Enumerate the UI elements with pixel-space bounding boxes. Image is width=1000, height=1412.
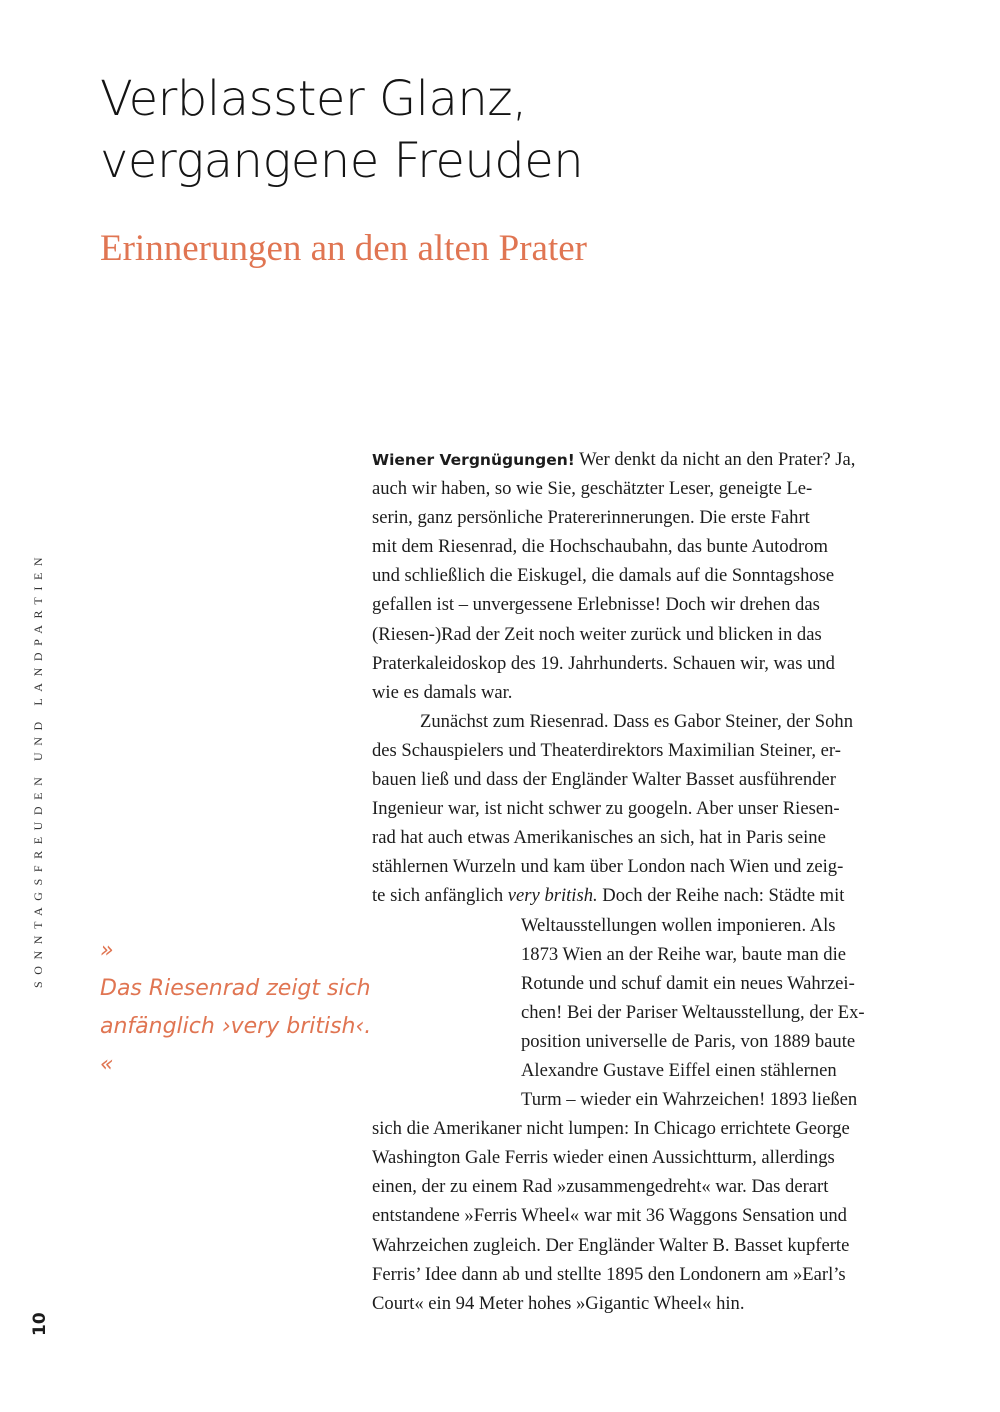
body-line: Washington Gale Ferris wieder einen Aussichtturm, allerdings — [372, 1147, 835, 1169]
pull-quote-line: anfänglich ›very british‹. — [100, 1014, 372, 1039]
body-line: position universelle de Paris, von 1889 baute — [521, 1030, 856, 1052]
body-line: Wahrzeichen zugleich. Der Engländer Walter B. Basset kupferte — [372, 1234, 850, 1256]
lead-in: Wiener Vergnügungen! — [372, 451, 575, 469]
page-number: 10 — [30, 1312, 50, 1336]
body-line: Zunächst zum Riesenrad. Dass es Gabor Steiner, der Sohn — [420, 710, 854, 732]
body-line: (Riesen-)Rad der Zeit noch weiter zurück und blicken in das — [372, 623, 822, 645]
body-line: gefallen ist – unvergessene Erlebnisse! Doch wir drehen das — [372, 594, 820, 616]
body-line: Praterkaleidoskop des 19. Jahrhunderts. Schauen wir, was und — [372, 652, 835, 674]
pull-quote-line: Das Riesenrad zeigt sich — [100, 976, 371, 1001]
body-line: Rotunde und schuf damit ein neues Wahrzei- — [521, 972, 855, 994]
body-line: Court« ein 94 Meter hohes »Gigantic Wheel« hin. — [372, 1292, 745, 1314]
title-line: vergangene Freuden — [100, 133, 584, 189]
body-line: mit dem Riesenrad, die Hochschaubahn, das bunte Autodrom — [372, 536, 828, 558]
body-line: rad hat auch etwas Amerikanisches an sich, hat in Paris seine — [372, 827, 826, 849]
body-line: serin, ganz persönliche Pratererinnerungen. Die erste Fahrt — [372, 507, 810, 529]
page-title — [100, 68, 583, 192]
body-line: 1873 Wien an der Reihe war, baute man die — [521, 943, 846, 965]
body-line: wie es damals war. — [372, 681, 513, 703]
body-line: Alexandre Gustave Eiffel einen stählernen — [521, 1059, 837, 1081]
body-line — [372, 881, 902, 910]
body-line-text: te sich anfänglich — [372, 885, 508, 907]
body-line-text: Doch der Reihe nach: Städte mit — [597, 885, 845, 907]
body-text — [372, 445, 902, 1318]
body-line: stählernen Wurzeln und kam über London nach Wien und zeig- — [372, 856, 844, 878]
body-line: Ferris’ Idee dann ab und stellte 1895 den Londonern am »Earl’s — [372, 1263, 846, 1285]
pull-quote-close-mark: « — [100, 1052, 114, 1077]
body-line: Weltausstellungen wollen imponieren. Als — [521, 914, 836, 936]
body-line: des Schauspielers und Theaterdirektors Maximilian Steiner, er- — [372, 739, 841, 761]
title-line: Verblasster Glanz, — [100, 71, 527, 127]
pull-quote-open-mark: » — [100, 938, 114, 963]
body-line — [372, 445, 902, 474]
body-line: Turm – wieder ein Wahrzeichen! 1893 ließen — [521, 1089, 858, 1111]
body-line: chen! Bei der Pariser Weltausstellung, der Ex- — [521, 1001, 865, 1023]
body-line: auch wir haben, so wie Sie, geschätzter Leser, geneigte Le- — [372, 478, 813, 500]
body-line-text: Wer denkt da nicht an den Prater? Ja, — [574, 449, 856, 470]
page-subtitle: Erinnerungen an den alten Prater — [100, 228, 587, 269]
body-line: einen, der zu einem Rad »zusammengedreht« war. Das derart — [372, 1176, 829, 1198]
body-line: sich die Amerikaner nicht lumpen: In Chicago errichtete George — [372, 1118, 850, 1140]
pull-quote — [100, 932, 400, 1084]
body-line: und schließlich die Eiskugel, die damals auf die Sonntagshose — [372, 565, 835, 587]
body-line: entstandene »Ferris Wheel« war mit 36 Waggons Sensation und — [372, 1205, 847, 1227]
body-line: bauen ließ und dass der Engländer Walter Basset ausführender — [372, 769, 836, 791]
body-line: Ingenieur war, ist nicht schwer zu googeln. Aber unser Riesen- — [372, 798, 840, 820]
italic-phrase: very british. — [507, 885, 598, 907]
running-head: SONNTAGSFREUDEN UND LANDPARTIEN — [31, 550, 45, 988]
